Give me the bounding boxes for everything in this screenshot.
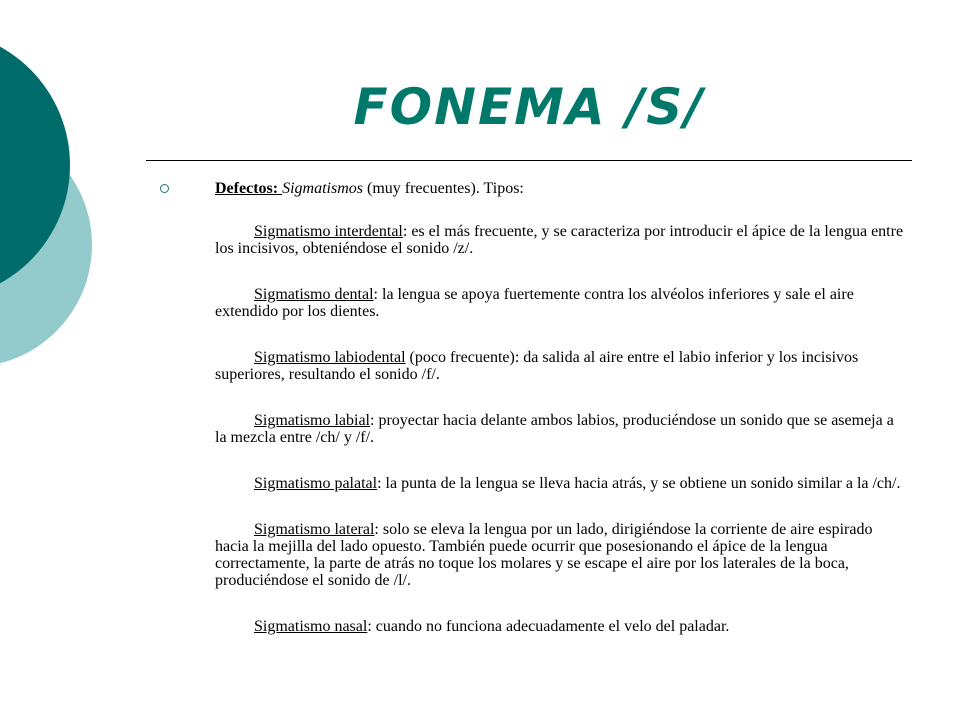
slide-body (215, 180, 905, 664)
sigmatism-item (215, 223, 905, 257)
sigmatism-description: : cuando no funciona adecuadamente el velo del paladar. (367, 618, 730, 635)
sigmatism-description: : proyectar hacia delante ambos labios, produciéndose un sonido que se asemeja a la mezcla entre /ch/ y /f/. (215, 412, 894, 446)
hollow-circle-bullet-icon (160, 184, 169, 193)
sigmatism-item (215, 521, 905, 589)
sigmatism-description: : es el más frecuente, y se caracteriza por introducir el ápice de la lengua entre los incisivos, obteniéndose el sonido /z/. (215, 223, 904, 257)
sigmatism-description: : solo se eleva la lengua por un lado, dirigiéndose la corriente de aire espirado hacia la mejilla del lado opuesto. También puede ocurrir que posesionando el ápice de la lengua correctamente, la parte de atrás no toque los molares y se escape el aire por los laterales de la boca, produciéndose el sonido de /l/. (215, 521, 873, 589)
sigmatismos-word: Sigmatismos (282, 180, 363, 197)
bullet-heading (215, 180, 905, 197)
title-divider (146, 160, 912, 161)
sigmatism-item (215, 412, 905, 446)
sigmatism-term: Sigmatismo interdental (254, 223, 403, 240)
sigmatism-term: Sigmatismo dental (254, 286, 374, 303)
sigmatism-description: (poco frecuente): da salida al aire entre el labio inferior y los incisivos superiores, resultando el sonido /f/. (215, 349, 859, 383)
sigmatism-description: : la lengua se apoya fuertemente contra los alvéolos inferiores y sale el aire extendido por los dientes. (215, 286, 854, 320)
defectos-label: Defectos: (215, 180, 283, 197)
sigmatism-term: Sigmatismo lateral (254, 521, 375, 538)
sigmatism-term: Sigmatismo nasal (254, 618, 368, 635)
sigmatism-item (215, 349, 905, 383)
sigmatism-item (215, 475, 905, 492)
sigmatism-description: : la punta de la lengua se lleva hacia atrás, y se obtiene un sonido similar a la /ch/. (377, 475, 901, 492)
sigmatism-term: Sigmatismo labial (254, 412, 370, 429)
slide-title: FONEMA /S/ (353, 78, 705, 136)
sigmatism-term: Sigmatismo palatal (254, 475, 378, 492)
sigmatism-term: Sigmatismo labiodental (254, 349, 406, 366)
bullet-rest: (muy frecuentes). Tipos: (362, 180, 524, 197)
decorative-circles (0, 0, 120, 400)
sigmatism-item (215, 618, 905, 635)
sigmatism-item (215, 286, 905, 320)
